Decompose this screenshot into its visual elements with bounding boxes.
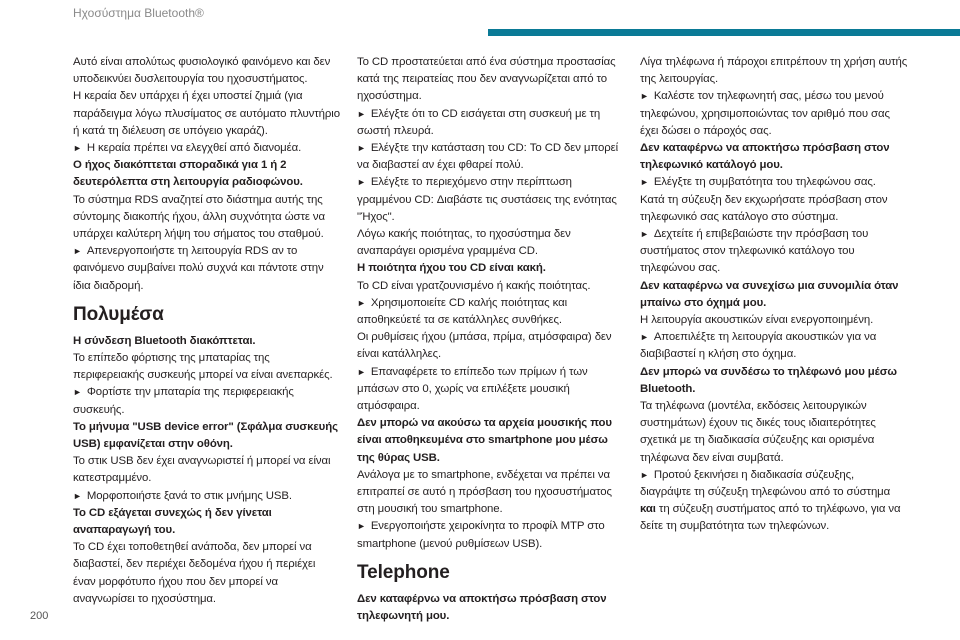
body-text: Κατά τη σύζευξη δεν εκχωρήσατε πρόσβαση στον τηλεφωνικό σας κατάλογο στο σύστημα. bbox=[640, 193, 888, 223]
arrow-bullet-icon: ► bbox=[640, 229, 649, 240]
column-3 bbox=[640, 54, 908, 536]
action-step-text: Δεχτείτε ή επιβεβαιώστε την πρόσβαση του συστήματος στον τηλεφωνικό κατάλογο του τηλεφώνου σας. bbox=[640, 228, 869, 275]
problem-title: Δεν μπορώ να συνδέσω το τηλέφωνό μου μέσω Bluetooth. bbox=[640, 365, 897, 395]
body-text: Η κεραία δεν υπάρχει ή έχει υποστεί ζημιά (για παράδειγμα λόγω πλυσίματος σε αυτόματο πλυντήριο ή κατά τη διέλευση σε υπόγειο γκαράζ). bbox=[73, 90, 340, 137]
problem-title: Το CD εξάγεται συνεχώς ή δεν γίνεται αναπαραγωγή του. bbox=[73, 506, 272, 537]
action-step-text: Μορφοποιήστε ξανά το στικ μνήμης USB. bbox=[86, 489, 292, 502]
body-text: Οι ρυθμίσεις ήχου (μπάσα, πρίμα, ατμόσφαιρα) δεν είναι κατάλληλες. bbox=[357, 331, 612, 361]
body-text: Ανάλογα με το smartphone, ενδέχεται να πρέπει να επιτραπεί σε αυτό η πρόσβαση του ηχοσυστήματος στη μουσική του smartphone. bbox=[357, 468, 612, 516]
problem-title: Η σύνδεση Bluetooth διακόπτεται. bbox=[73, 334, 256, 347]
arrow-bullet-icon: ► bbox=[73, 490, 82, 501]
action-step-text: Προτού ξεκινήσει η διαδικασία σύζευξης, διαγράψτε τη σύζευξη τηλεφώνου από το σύστημα bbox=[640, 468, 891, 499]
action-step bbox=[640, 174, 908, 191]
action-step-text: Καλέστε τον τηλεφωνητή σας, μέσω του μενού τηλεφώνου, χρησιμοποιώντας τον αριθμό που σας έχει δώσει ο πάροχός σας. bbox=[640, 90, 890, 137]
problem-title: Η ποιότητα ήχου του CD είναι κακή. bbox=[357, 262, 546, 275]
body-text: Λόγω κακής ποιότητας, το ηχοσύστημα δεν αναπαράγει ορισμένα γραμμένα CD. bbox=[357, 228, 571, 258]
section-heading: Telephone bbox=[357, 561, 450, 583]
problem-title: Ο ήχος διακόπτεται σποραδικά για 1 ή 2 δευτερόλεπτα στη λειτουργία ραδιοφώνου. bbox=[73, 159, 303, 189]
arrow-bullet-icon: ► bbox=[640, 469, 649, 480]
action-step bbox=[357, 106, 625, 140]
arrow-bullet-icon: ► bbox=[357, 366, 366, 377]
action-step-text: Ελέγξτε τη συμβατότητα του τηλεφώνου σας. bbox=[653, 176, 876, 189]
arrow-bullet-icon: ► bbox=[640, 332, 649, 343]
arrow-bullet-icon: ► bbox=[357, 177, 366, 188]
arrow-bullet-icon: ► bbox=[73, 143, 82, 154]
action-step bbox=[357, 174, 625, 226]
action-step bbox=[640, 226, 908, 278]
arrow-bullet-icon: ► bbox=[640, 177, 649, 188]
action-step-text: Απενεργοποιήστε τη λειτουργία RDS αν το φαινόμενο συμβαίνει πολύ συχνά και πάντοτε στην ίδια διαδρομή. bbox=[73, 245, 324, 292]
problem-title: Το μήνυμα "USB device error" (Σφάλμα συσκευής USB) εμφανίζεται στην οθόνη. bbox=[73, 420, 338, 451]
action-step bbox=[357, 364, 625, 416]
action-step bbox=[73, 243, 341, 295]
action-step bbox=[357, 518, 625, 552]
action-step-emphasis: και bbox=[640, 503, 656, 516]
arrow-bullet-icon: ► bbox=[357, 297, 366, 308]
body-text: Η λειτουργία ακουστικών είναι ενεργοποιημένη. bbox=[640, 314, 874, 327]
body-text: Λίγα τηλέφωνα ή πάροχοι επιτρέπουν τη χρήση αυτής της λειτουργίας. bbox=[640, 56, 908, 86]
action-step bbox=[73, 488, 341, 505]
action-step bbox=[73, 384, 341, 418]
arrow-bullet-icon: ► bbox=[357, 521, 366, 532]
column-2 bbox=[357, 54, 625, 625]
arrow-bullet-icon: ► bbox=[640, 91, 649, 102]
arrow-bullet-icon: ► bbox=[357, 143, 366, 154]
action-step-text: Ενεργοποιήστε χειροκίνητα το προφίλ MTP στο smartphone (μενού ρυθμίσεων USB). bbox=[357, 520, 605, 550]
column-1 bbox=[73, 54, 341, 608]
body-text: Το CD προστατεύεται από ένα σύστημα προστασίας κατά της πειρατείας που δεν αναγνωρίζεται από το ηχοσύστημα. bbox=[357, 56, 616, 103]
action-step bbox=[640, 467, 908, 536]
header-accent-bar bbox=[488, 29, 960, 36]
action-step-text: Ελέγξτε το περιεχόμενο στην περίπτωση γραμμένου CD: Διαβάστε τις συστάσεις της ενότητας "Ήχος". bbox=[357, 176, 617, 223]
body-text: Το σύστημα RDS αναζητεί στο διάστημα αυτής της σύντομης διακοπής ήχου, άλλη συχνότητα ώστε να υπάρχει καλύτερη λήψη του σήματος του σταθμού. bbox=[73, 193, 325, 241]
body-text: Το στικ USB δεν έχει αναγνωριστεί ή μπορεί να είναι κατεστραμμένο. bbox=[73, 455, 331, 485]
action-step bbox=[640, 88, 908, 140]
arrow-bullet-icon: ► bbox=[73, 387, 82, 398]
page-number: 200 bbox=[30, 610, 49, 622]
action-step bbox=[357, 140, 625, 174]
action-step-text: Χρησιμοποιείτε CD καλής ποιότητας και αποθηκεύετέ τα σε κατάλληλες συνθήκες. bbox=[357, 296, 567, 327]
header-title: Ηχοσύστημα Bluetooth® bbox=[73, 6, 204, 20]
problem-title: Δεν καταφέρνω να συνεχίσω μια συνομιλία όταν μπαίνω στο όχημά μου. bbox=[640, 279, 899, 309]
arrow-bullet-icon: ► bbox=[357, 108, 366, 119]
action-step-text: Επαναφέρετε το επίπεδο των πρίμων ή των μπάσων στο 0, χωρίς να επιλέξετε μουσική ατμόσφαιρα. bbox=[357, 365, 588, 413]
body-text: Τα τηλέφωνα (μοντέλα, εκδόσεις λειτουργικών συστημάτων) έχουν τις δικές τους ιδιαιτερότητες σχετικά με τη διαδικασία σύζευξης και ορισμένα τηλέφωνα δεν είναι συμβατά. bbox=[640, 400, 876, 464]
section-heading: Πολυμέσα bbox=[73, 303, 164, 325]
problem-title: Δεν καταφέρνω να αποκτήσω πρόσβαση στον τηλεφωνικό κατάλογό μου. bbox=[640, 142, 890, 172]
action-step-text: Φορτίστε την μπαταρία της περιφερειακής συσκευής. bbox=[73, 386, 294, 416]
action-step-text: Ελέγξτε ότι το CD εισάγεται στη συσκευή με τη σωστή πλευρά. bbox=[357, 107, 601, 137]
action-step-text: Η κεραία πρέπει να ελεγχθεί από διανομέα. bbox=[86, 142, 302, 155]
action-step bbox=[640, 329, 908, 363]
action-step-text: Αποεπιλέξτε τη λειτουργία ακουστικών για να διαβιβαστεί η κλήση στο όχημα. bbox=[640, 331, 877, 361]
body-text: Αυτό είναι απολύτως φυσιολογικό φαινόμενο και δεν υποδεικνύει δυσλειτουργία του ηχοσυστήματος. bbox=[73, 56, 331, 86]
action-step-text: Ελέγξτε την κατάσταση του CD: Το CD δεν μπορεί να διαβαστεί αν έχει φθαρεί πολύ. bbox=[357, 142, 618, 172]
body-text: Το CD είναι γρατζουνισμένο ή κακής ποιότητας. bbox=[357, 279, 591, 292]
arrow-bullet-icon: ► bbox=[73, 246, 82, 257]
action-step bbox=[357, 295, 625, 329]
action-step-text-tail: τη σύζευξη συστήματος από το τηλέφωνο, για να δείτε τη συμβατότητα των τηλεφώνων. bbox=[640, 503, 901, 533]
body-text: Το CD έχει τοποθετηθεί ανάποδα, δεν μπορεί να διαβαστεί, δεν περιέχει δεδομένα ήχου ή περιέχει έναν μορφότυπο ήχου που δεν μπορεί να αναγνωρίσει το ηχοσύστημα. bbox=[73, 541, 316, 605]
action-step bbox=[73, 140, 341, 157]
problem-title: Δεν μπορώ να ακούσω τα αρχεία μουσικής που είναι αποθηκευμένα στο smartphone μου μέσω της θύρας USB. bbox=[357, 417, 612, 464]
problem-title: Δεν καταφέρνω να αποκτήσω πρόσβαση στον τηλεφωνητή μου. bbox=[357, 592, 607, 623]
body-text: Το επίπεδο φόρτισης της μπαταρίας της περιφερειακής συσκευής μπορεί να είναι ανεπαρκές. bbox=[73, 352, 333, 382]
